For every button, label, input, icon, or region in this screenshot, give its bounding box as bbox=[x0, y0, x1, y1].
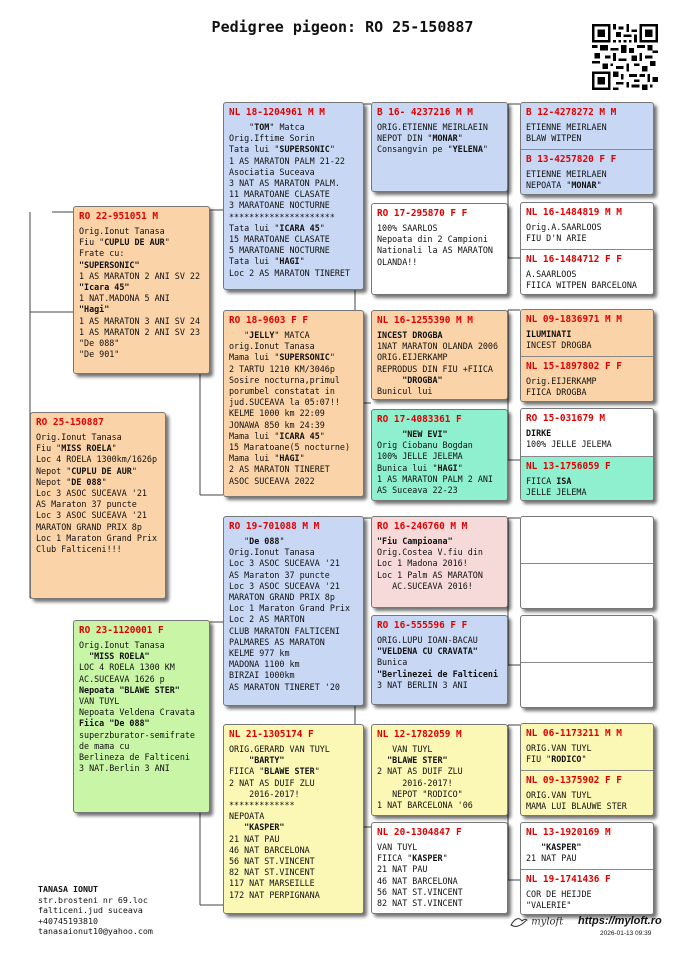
card-line: 21 NAT PAU bbox=[377, 864, 428, 875]
card-line: 56 NAT ST.VINCENT bbox=[229, 856, 315, 867]
card-line: 100% SAARLOS bbox=[377, 223, 438, 233]
ring-number: RO 15-031679 M bbox=[526, 413, 606, 424]
card-line: 21 NAT PAU bbox=[526, 853, 577, 864]
card-line: "Berlinezei de Falticeni bbox=[377, 668, 499, 679]
pigeon-card-gen4-7[interactable] bbox=[521, 409, 653, 455]
card-line: VAN TUYL bbox=[377, 842, 418, 852]
ring-number: RO 17-4083361 F bbox=[377, 414, 462, 425]
qr-code-icon bbox=[592, 24, 658, 90]
ring-number: NL 12-1782059 M bbox=[377, 729, 462, 740]
card-line: COR DE HEIJDE bbox=[526, 889, 592, 899]
card-line: "De 088" bbox=[79, 338, 120, 349]
card-line: superzburator-semifrate bbox=[79, 729, 195, 740]
card-line: 46 NAT BARCELONA bbox=[377, 875, 458, 886]
card-line: orig.Ionut Tanasa bbox=[229, 341, 315, 352]
pigeon-card-gen4-8[interactable] bbox=[521, 456, 653, 501]
card-line: Nepoata din 2 Campioni bbox=[377, 234, 488, 245]
card-line: Nepot "DE 088" bbox=[36, 476, 107, 487]
ring-number: NL 13-1920169 M bbox=[526, 827, 611, 838]
ring-number: RO 16-555596 F F bbox=[377, 620, 468, 631]
card-line: 15 MARATOANE CLASATE bbox=[229, 234, 330, 245]
ring-number: NL 21-1305174 F bbox=[229, 729, 314, 740]
card-line: FIICA WITPEN BARCELONA bbox=[526, 280, 637, 291]
myloft-logo-text: myloft bbox=[531, 916, 564, 928]
card-line: NEPOT DIN "MONAR" bbox=[377, 133, 463, 144]
ring-number: NL 16-1484819 M M bbox=[526, 207, 622, 218]
ring-number: RO 25-150887 bbox=[36, 417, 104, 428]
pigeon-card-subject[interactable] bbox=[30, 412, 166, 599]
pigeon-card-gen4-9[interactable] bbox=[521, 517, 653, 563]
card-line: Loc 4 ROELA 1300km/1626p bbox=[36, 454, 158, 465]
card-line: "Icara 45" bbox=[79, 282, 130, 293]
card-line: Club Falticeni!!! bbox=[36, 544, 122, 555]
card-line: 2 NAT AS DUIF ZLU bbox=[377, 766, 463, 777]
card-line: "JELLY" MATCA bbox=[229, 330, 310, 340]
pigeon-card-gen2-2[interactable] bbox=[223, 310, 364, 497]
card-line: Loc 1 Maraton Grand Prix bbox=[36, 532, 158, 543]
ring-number: B 16- 4237216 M M bbox=[377, 107, 473, 118]
card-line: AC.SUCEAVA 2016! bbox=[377, 580, 473, 591]
ring-number: RO 19-701088 M M bbox=[229, 521, 320, 532]
owner-name: TANASA IONUT bbox=[38, 884, 98, 894]
pigeon-card-gen4-12[interactable] bbox=[521, 663, 653, 708]
card-line: ************* bbox=[229, 800, 295, 811]
ring-number: NL 16-1484712 F F bbox=[526, 254, 622, 265]
card-line: Fiu "CUPLU DE AUR" bbox=[79, 237, 170, 248]
owner-address: str.brosteni nr 69.loc bbox=[38, 894, 148, 905]
pigeon-card-gen3-2[interactable] bbox=[371, 203, 508, 295]
pigeon-pair-gen4-6 bbox=[520, 615, 654, 708]
card-line: ORIG.EIJERKAMP bbox=[377, 352, 448, 363]
card-line: Orig.EIJERKAMP bbox=[526, 376, 597, 386]
card-line: porumbel constatat in bbox=[229, 386, 335, 397]
card-line: 1 AS MARATON 2 ANI SV 23 bbox=[79, 326, 201, 337]
pigeon-card-gen3-6[interactable] bbox=[371, 615, 508, 705]
card-line: "NEW EVI" bbox=[377, 429, 448, 439]
card-line: OLANDA!! bbox=[377, 256, 418, 267]
card-line: 21 NAT PAU bbox=[229, 833, 280, 844]
card-line: LOC 4 ROELA 1300 KM bbox=[79, 662, 175, 673]
pigeon-card-gen3-7[interactable] bbox=[371, 724, 508, 816]
card-line: BLAW WITPEN bbox=[526, 133, 582, 144]
card-line: 46 NAT BARCELONA bbox=[229, 844, 310, 855]
card-line: PALMARES AS MARATON bbox=[229, 636, 325, 647]
card-line: MARATON GRAND PRIX 8p bbox=[36, 521, 142, 532]
ring-number: NL 09-1836971 M M bbox=[526, 314, 622, 325]
card-line: Nepot "CUPLU DE AUR" bbox=[36, 465, 137, 476]
card-line: ORIG.ETIENNE MEIRLAEIN bbox=[377, 122, 488, 132]
ring-number: RO 18-9603 F F bbox=[229, 315, 309, 326]
card-line: FIICA "KASPER" bbox=[377, 853, 448, 864]
pigeon-card-gen2-1[interactable] bbox=[223, 102, 364, 290]
pigeon-card-gen4-4[interactable] bbox=[521, 250, 653, 295]
card-line: INCEST DROGBA bbox=[377, 330, 443, 340]
ring-number: NL 18-1204961 M M bbox=[229, 107, 325, 118]
ring-number: RO 22-951051 M bbox=[79, 211, 159, 222]
pigeon-card-gen4-10[interactable] bbox=[521, 564, 653, 609]
card-line: INCEST DROGBA bbox=[526, 340, 592, 351]
card-line: 56 NAT ST.VINCENT bbox=[377, 886, 463, 897]
ring-number: B 12-4278272 M M bbox=[526, 107, 617, 118]
pigeon-card-gen4-6[interactable] bbox=[521, 357, 653, 402]
card-line: AS Suceava 22-23 bbox=[377, 485, 458, 496]
card-line: Fiica "De 088" bbox=[79, 718, 150, 729]
card-line: ORIG.LUPU IOAN-BACAU bbox=[377, 635, 478, 645]
card-line: Mama lui "ICARA 45" bbox=[229, 430, 325, 441]
pigeon-pair-gen4-8 bbox=[520, 822, 654, 915]
pigeon-card-gen3-4[interactable] bbox=[371, 409, 508, 501]
ring-number: NL 06-1173211 M M bbox=[526, 728, 622, 739]
bird-icon bbox=[510, 916, 528, 928]
card-line: ASOC SUCEAVA 2022 bbox=[229, 475, 315, 486]
owner-phone: +40745193810 bbox=[38, 915, 98, 926]
card-line: FIICA "BLAWE STER" bbox=[229, 766, 320, 777]
card-line: 172 NAT PERPIGNANA bbox=[229, 889, 320, 900]
card-line: de mama cu bbox=[79, 740, 130, 751]
card-line: "TOM" Matca bbox=[229, 122, 305, 132]
pigeon-card-gen4-1[interactable] bbox=[521, 103, 653, 149]
card-line: jud.SUCEAVA la 05:07!! bbox=[229, 397, 340, 408]
card-line: Loc 1 Palm AS MARATON bbox=[377, 569, 483, 580]
card-line: Loc 3 ASOC SUCEAVA '21 bbox=[229, 558, 340, 569]
card-line: "MISS ROELA" bbox=[79, 651, 150, 662]
card-line: 117 NAT MARSEILLE bbox=[229, 878, 315, 889]
card-line: NEPOATA bbox=[229, 811, 265, 822]
card-line: "SUPERSONIC" bbox=[79, 259, 140, 270]
card-line: Orig.Ionut Tanasa bbox=[79, 226, 165, 236]
card-line: "BLAWE STER" bbox=[377, 755, 448, 766]
page-title: Pedigree pigeon: RO 25-150887 bbox=[211, 18, 474, 36]
card-line: AC.SUCEAVA 1626 p bbox=[79, 673, 165, 684]
ring-number: NL 20-1304847 F bbox=[377, 827, 462, 838]
pigeon-card-gen4-2[interactable] bbox=[521, 150, 653, 195]
card-line: BIRZAI 1000km bbox=[229, 670, 295, 681]
card-line: VAN TUYL bbox=[377, 744, 433, 754]
card-line: Tata lui "ICARA 45" bbox=[229, 222, 325, 233]
pigeon-card-gen4-14[interactable] bbox=[521, 771, 653, 816]
card-line: Loc 3 ASOC SUCEAVA '21 bbox=[229, 580, 340, 591]
card-line: JELLE JELEMA bbox=[526, 487, 587, 498]
pigeon-card-gen3-5[interactable] bbox=[371, 516, 508, 608]
pigeon-card-gen4-11[interactable] bbox=[521, 616, 653, 662]
card-line: 2016-2017! bbox=[377, 777, 453, 788]
card-line: FIICA DROGBA bbox=[526, 387, 587, 398]
card-line: Orig.Ionut Tanasa bbox=[229, 547, 315, 558]
card-line: "VELDENA CU CRAVATA" bbox=[377, 646, 478, 657]
card-line: Consangvin pe "YELENA" bbox=[377, 144, 488, 155]
card-line: ORIG.VAN TUYL bbox=[526, 790, 592, 800]
card-line: FIICA ISA bbox=[526, 476, 572, 486]
card-line: Berlineza de Falticeni bbox=[79, 752, 190, 763]
card-line: AS Maraton 37 puncte bbox=[229, 569, 330, 580]
pigeon-card-gen4-15[interactable] bbox=[521, 823, 653, 869]
card-line: Loc 2 AS MARTON bbox=[229, 614, 305, 625]
card-line: Tata lui "HAGI" bbox=[229, 256, 305, 267]
ring-number: NL 13-1756059 F bbox=[526, 461, 611, 472]
card-line: Orig Ciobanu Bogdan bbox=[377, 440, 473, 451]
card-line: 1 NAT BARCELONA '06 bbox=[377, 800, 473, 811]
card-line: ILUMINATI bbox=[526, 329, 572, 339]
ring-number: RO 17-295870 F F bbox=[377, 208, 468, 219]
card-line: MARATON GRAND PRIX 8p bbox=[229, 592, 335, 603]
pigeon-card-gen2-3[interactable] bbox=[223, 516, 364, 706]
card-line: 3 MARATOANE NOCTURNE bbox=[229, 200, 330, 211]
card-line: REPRODUS DIN FIU +FIICA bbox=[377, 363, 493, 374]
card-line: "KASPER" bbox=[526, 842, 582, 852]
pigeon-card-gen3-3[interactable] bbox=[371, 310, 508, 400]
card-line: Orig.Ionut Tanasa bbox=[79, 640, 165, 650]
card-line: 1 AS MARATON PALM 2 ANI bbox=[377, 473, 493, 484]
card-line: NEPOATA "MONAR" bbox=[526, 180, 602, 191]
owner-email: tanasaionut10@yahoo.com bbox=[38, 926, 153, 937]
card-line: AS MARATON TINERET '20 bbox=[229, 681, 340, 692]
card-line: ETIENNE MEIRLAEN bbox=[526, 122, 607, 132]
card-line: ORIG.GERARD VAN TUYL bbox=[229, 744, 330, 754]
card-line: Nationali la AS MARATON bbox=[377, 245, 493, 256]
card-line: MAMA LUI BLAUWE STER bbox=[526, 801, 627, 812]
ring-number: RO 16-246760 M M bbox=[377, 521, 468, 532]
card-line-bold: MISS ROELA bbox=[61, 443, 112, 454]
owner-city: falticeni.jud suceava bbox=[38, 905, 143, 916]
card-line: ETIENNE MEIRLAEN bbox=[526, 169, 607, 179]
card-line: 1 AS MARATON 3 ANI SV 24 bbox=[79, 315, 201, 326]
card-line: NEPOT "RODICO" bbox=[377, 788, 463, 799]
card-line: 1NAT MARATON OLANDA 2006 bbox=[377, 341, 499, 352]
card-line: MADONA 1100 km bbox=[229, 659, 300, 670]
card-line: 1 NAT.MADONA 5 ANI bbox=[79, 293, 170, 304]
card-line: FIU "RODICO" bbox=[526, 754, 587, 765]
card-line: 100% JELLE JELEMA bbox=[377, 451, 463, 462]
ring-number: NL 09-1375902 F F bbox=[526, 775, 622, 786]
card-line: KELME 1000 km 22:09 bbox=[229, 408, 325, 419]
pigeon-card-gen4-13[interactable] bbox=[521, 724, 653, 770]
card-line: 82 NAT ST.VINCENT bbox=[229, 867, 315, 878]
card-line: Orig.Iftime Sorin bbox=[229, 133, 315, 144]
card-line: Loc 1 Maraton Grand Prix bbox=[229, 603, 351, 614]
card-line: DIRKE bbox=[526, 428, 552, 438]
card-line: Mama lui "SUPERSONIC" bbox=[229, 352, 335, 363]
pigeon-pair-gen4-3 bbox=[520, 309, 654, 402]
ring-number: RO 23-1120001 F bbox=[79, 625, 164, 636]
card-line: FIU D'N ARIE bbox=[526, 233, 587, 244]
card-line: Orig.Costea V.fiu din bbox=[377, 547, 483, 558]
card-line: Fiu "MISS ROELA" bbox=[36, 443, 117, 454]
card-line: JONAWA 850 km 24:39 bbox=[229, 419, 325, 430]
pigeon-pair-gen4-5 bbox=[520, 516, 654, 609]
pigeon-card-gen4-5[interactable] bbox=[521, 310, 653, 356]
card-line: CLUB MARATON FALTICENI bbox=[229, 625, 340, 636]
card-line: Asociatia Suceava bbox=[229, 166, 315, 177]
owner-info bbox=[38, 884, 153, 937]
pigeon-card-sire[interactable] bbox=[73, 206, 210, 374]
pigeon-card-gen4-3[interactable] bbox=[521, 203, 653, 249]
ring-number: NL 16-1255390 M M bbox=[377, 315, 473, 326]
card-line: Loc 3 ASOC SUCEAVA '21 bbox=[36, 510, 147, 521]
card-line: 2 NAT AS DUIF ZLU bbox=[229, 777, 315, 788]
card-line: 2 AS MARATON TINERET bbox=[229, 464, 330, 475]
ring-number: B 13-4257820 F F bbox=[526, 154, 617, 165]
card-line: 1 AS MARATON 2 ANI SV 22 bbox=[79, 270, 201, 281]
pigeon-card-dam[interactable] bbox=[73, 620, 210, 813]
pigeon-pair-gen4-7 bbox=[520, 723, 654, 816]
pigeon-card-gen3-1[interactable] bbox=[371, 102, 508, 192]
footer-timestamp: 2026-01-13 09:39 bbox=[600, 930, 652, 937]
card-line: ORIG.VAN TUYL bbox=[526, 743, 592, 753]
card-line: 1 AS MARATON PALM 21-22 bbox=[229, 155, 345, 166]
card-line: Mama lui "HAGI" bbox=[229, 453, 305, 464]
card-line: Bunicul lui bbox=[377, 386, 433, 397]
myloft-logo bbox=[510, 916, 563, 928]
card-line: Loc 3 ASOC SUCEAVA '21 bbox=[36, 488, 147, 499]
card-line: "VALERIE" bbox=[526, 900, 572, 911]
footer-url-link[interactable]: https://myloft.ro bbox=[578, 915, 662, 927]
card-line: Orig.Ionut Tanasa bbox=[36, 432, 122, 442]
card-line: "KASPER" bbox=[229, 822, 285, 833]
card-line: Bunica lui "HAGI" bbox=[377, 462, 463, 473]
pigeon-pair-gen4-1 bbox=[520, 102, 654, 195]
card-line: ********************* bbox=[229, 211, 335, 222]
card-line: 3 NAT.Berlin 3 ANI bbox=[79, 763, 170, 774]
card-line: Loc 2 AS MARATON TINERET bbox=[229, 267, 351, 278]
card-line: Nepoata Veldena Cravata bbox=[79, 707, 195, 718]
card-line: Orig.A.SAARLOOS bbox=[526, 222, 602, 232]
pigeon-pair-gen4-4 bbox=[520, 408, 654, 501]
card-line: Bunica bbox=[377, 657, 408, 668]
card-line: Tata lui "SUPERSONIC" bbox=[229, 144, 335, 155]
ring-number: NL 15-1897802 F F bbox=[526, 361, 622, 372]
card-line: 15 Maratoane(5 nocturne) bbox=[229, 442, 351, 453]
card-line: "Hagi" bbox=[79, 304, 110, 315]
card-line: Nepoata "BLAWE STER" bbox=[79, 684, 180, 695]
card-line: KELME 977 km bbox=[229, 648, 290, 659]
card-line: 3 NAT BERLIN 3 ANI bbox=[377, 679, 468, 690]
pigeon-card-gen4-16[interactable] bbox=[521, 870, 653, 915]
card-line: "Fiu Campioana" bbox=[377, 536, 453, 546]
card-line: "De 901" bbox=[79, 349, 120, 360]
card-line: 5 MARATOANE NOCTURNE bbox=[229, 245, 330, 256]
card-line: Sosire nocturna,primul bbox=[229, 374, 340, 385]
pigeon-card-gen3-8[interactable] bbox=[371, 822, 508, 914]
card-line: "De 088" bbox=[229, 536, 285, 546]
card-line: "BARTY" bbox=[229, 755, 285, 766]
ring-number: NL 19-1741436 F bbox=[526, 874, 611, 885]
card-line: Loc 1 Madona 2016! bbox=[377, 558, 468, 569]
card-line: 2 TARTU 1210 KM/3046p bbox=[229, 363, 335, 374]
card-line: AS Maraton 37 puncte bbox=[36, 499, 137, 510]
pigeon-pair-gen4-2 bbox=[520, 202, 654, 295]
card-line: 100% JELLE JELEMA bbox=[526, 439, 612, 450]
card-line: 2016-2017! bbox=[229, 788, 300, 799]
pigeon-card-gen2-4[interactable] bbox=[223, 724, 364, 914]
card-line: 3 NAT AS MARATON PALM. bbox=[229, 178, 340, 189]
card-line: VAN TUYL bbox=[79, 696, 120, 707]
card-line: 82 NAT ST.VINCENT bbox=[377, 898, 463, 909]
card-line: "DROGBA" bbox=[377, 374, 443, 385]
card-line: A.SAARLOOS bbox=[526, 269, 577, 279]
card-line: 11 MARATOANE CLASATE bbox=[229, 189, 330, 200]
card-line: Frate cu: bbox=[79, 248, 125, 259]
